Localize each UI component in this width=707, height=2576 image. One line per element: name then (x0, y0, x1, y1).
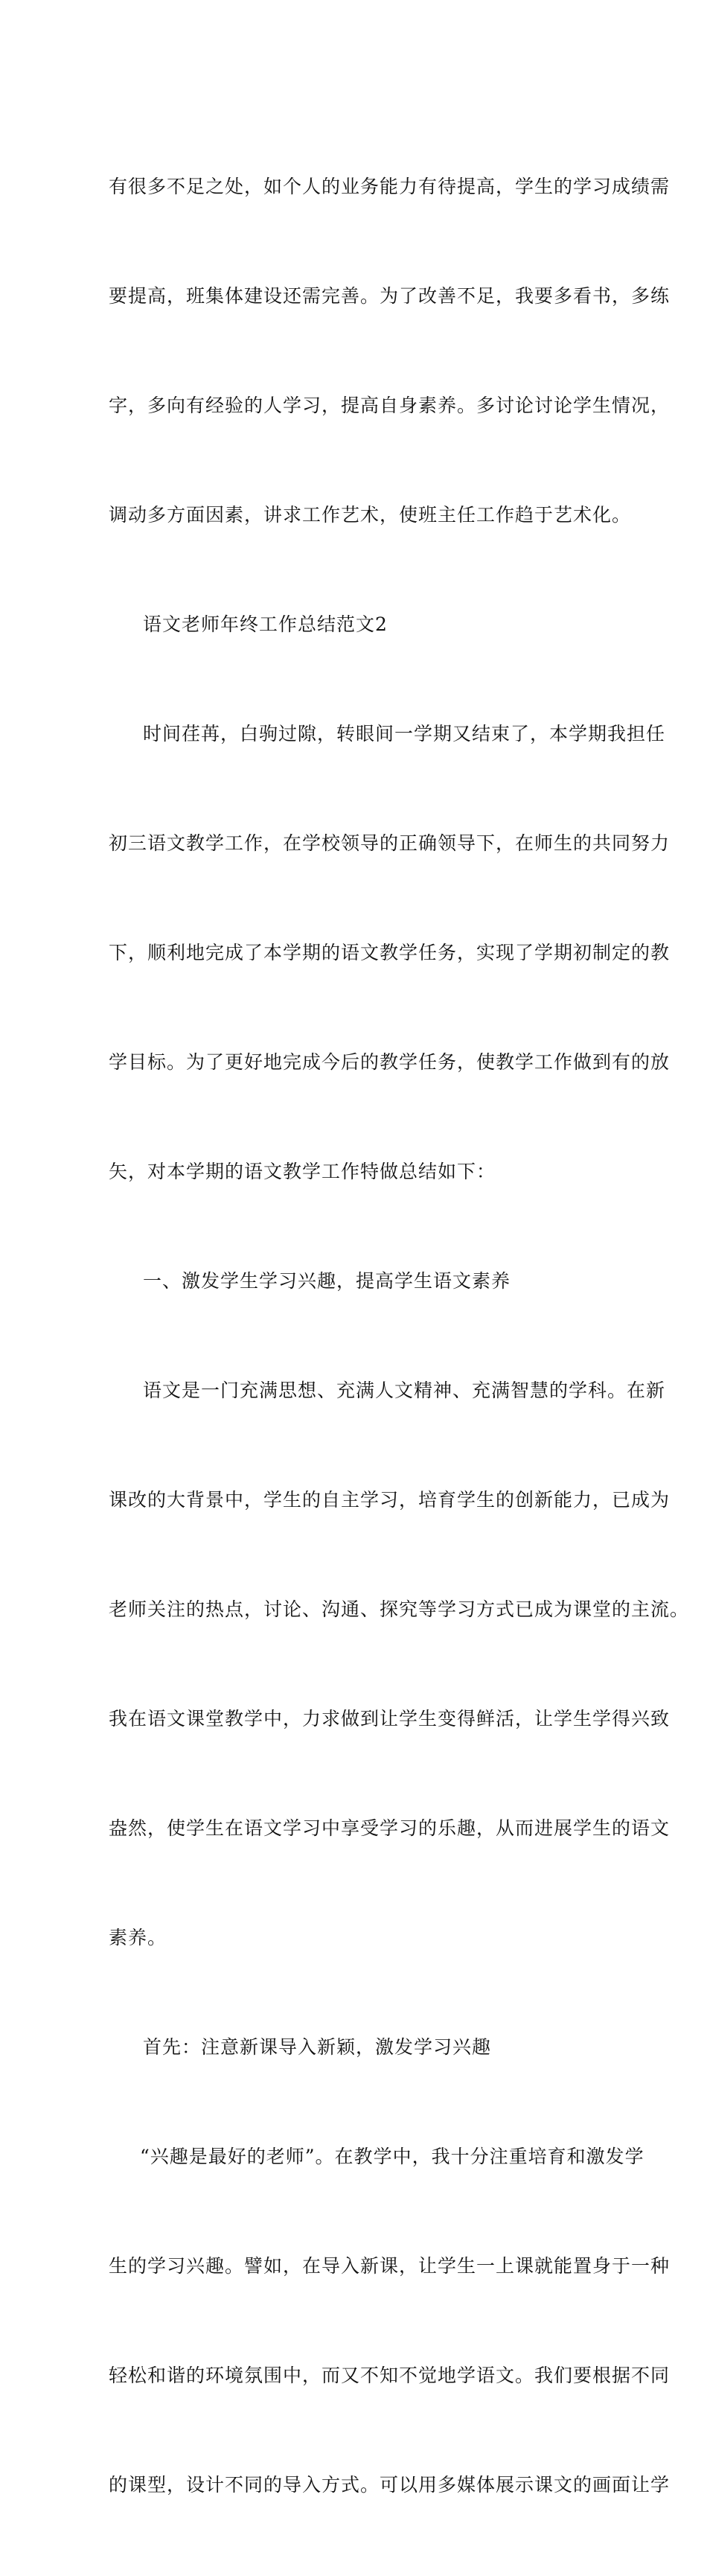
document-body (109, 95, 690, 2576)
text-line: 初三语文教学工作，在学校领导的正确领导下，在师生的共同努力 (109, 832, 671, 854)
text-line: 盎然，使学生在语文学习中享受学习的乐趣，从而进展学生的语文 (109, 1817, 671, 1839)
text-line: 矢，对本学期的语文教学工作特做总结如下： (109, 1161, 496, 1182)
text-line: 轻松和谐的环境氛围中，而又不知不觉地学语文。我们要根据不同 (109, 2365, 671, 2386)
text-line: 调动多方面因素，讲求工作艺术，使班主任工作趋于艺术化。 (109, 504, 632, 526)
text-line: 学目标。为了更好地完成今后的教学任务，使教学工作做到有的放 (109, 1051, 671, 1073)
subsection-heading: 一、激发学生学习兴趣，提高学生语文素养 (143, 1270, 511, 1292)
text-line: 素养。 (109, 1927, 167, 1948)
text-line: 的课型，设计不同的导入方式。可以用多媒体展示课文的画面让学 (109, 2474, 671, 2496)
text-line: 生的学习兴趣。譬如，在导入新课，让学生一上课就能置身于一种 (109, 2255, 671, 2277)
text-line: “兴趣是最好的老师”。在教学中，我十分注重培育和激发学 (140, 2146, 644, 2167)
subsection-heading: 首先：注意新课导入新颖，激发学习兴趣 (143, 2036, 492, 2058)
text-line: 字，多向有经验的人学习，提高自身素养。多讨论讨论学生情况， (109, 395, 671, 416)
text-line: 老师关注的热点，讨论、沟通、探究等学习方式已成为课堂的主流。 (109, 1598, 690, 1620)
text-line: 语文是一门充满思想、充满人文精神、充满智慧的学科。在新 (143, 1380, 666, 1401)
text-line: 下，顺利地完成了本学期的语文教学任务，实现了学期初制定的教 (109, 942, 671, 963)
text-line: 有很多不足之处，如个人的业务能力有待提高，学生的学习成绩需 (109, 176, 671, 197)
text-line: 时间荏苒，白驹过隙，转眼间一学期又结束了，本学期我担任 (143, 723, 666, 745)
section-heading: 语文老师年终工作总结范文2 (143, 613, 388, 635)
text-line: 要提高，班集体建设还需完善。为了改善不足，我要多看书，多练 (109, 285, 671, 307)
text-line: 我在语文课堂教学中，力求做到让学生变得鲜活，让学生学得兴致 (109, 1708, 671, 1729)
text-line: 课改的大背景中，学生的自主学习，培育学生的创新能力，已成为 (109, 1489, 671, 1511)
